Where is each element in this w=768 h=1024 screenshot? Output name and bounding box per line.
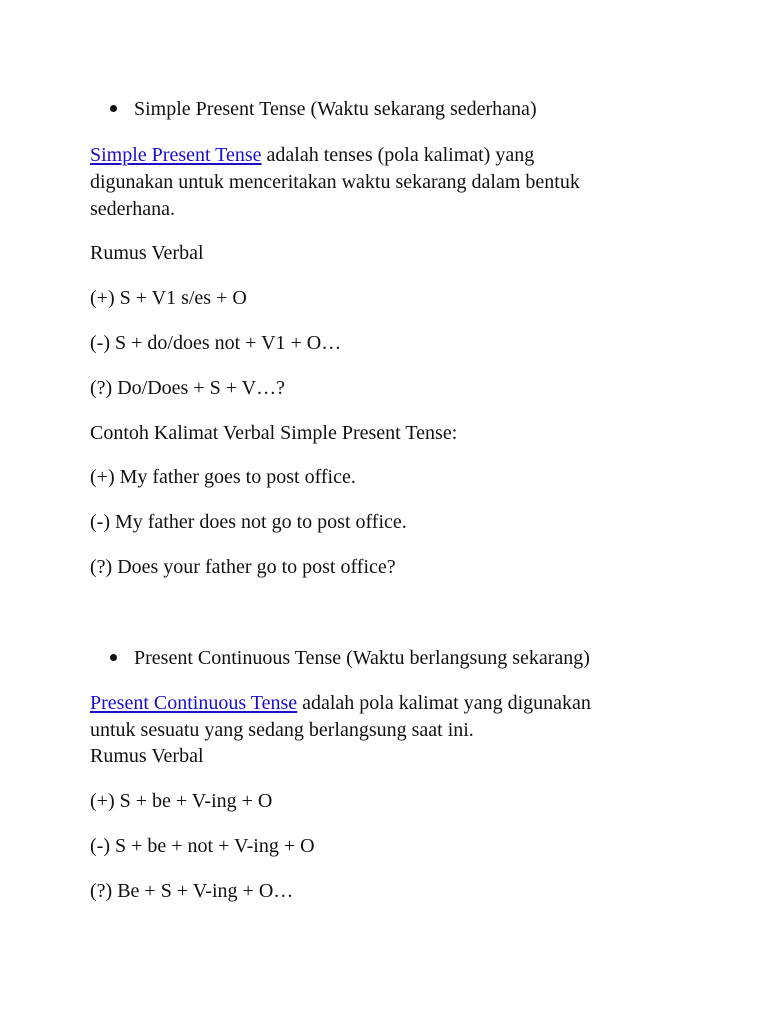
section1-example-title: Contoh Kalimat Verbal Simple Present Tense: — [90, 422, 458, 444]
section1-example-positive: (+) My father goes to post office. — [90, 466, 356, 488]
section1-intro-line1-rest: adalah tenses (pola kalimat) yang — [261, 144, 535, 166]
section1-formula-positive: (+) S + V1 s/es + O — [90, 287, 247, 309]
bullet-icon — [110, 105, 117, 112]
simple-present-tense-link[interactable]: Simple Present Tense — [90, 144, 262, 166]
section1-intro-line3: sederhana. — [90, 198, 175, 220]
section2-heading-text: Present Continuous Tense (Waktu berlangsung sekarang) — [134, 647, 590, 669]
section2-intro-line2: untuk sesuatu yang sedang berlangsung saat ini. — [90, 719, 474, 741]
bullet-icon — [110, 654, 117, 661]
section2-intro-line1-rest: adalah pola kalimat yang digunakan — [297, 692, 591, 714]
section2-heading — [110, 645, 590, 671]
section1-formula-title: Rumus Verbal — [90, 242, 204, 264]
section1-example-question: (?) Does your father go to post office? — [90, 556, 396, 578]
section1-intro-line2: digunakan untuk menceritakan waktu sekarang dalam bentuk — [90, 171, 580, 193]
section2-formula-negative: (-) S + be + not + V-ing + O — [90, 835, 315, 857]
section1-example-negative: (-) My father does not go to post office. — [90, 511, 407, 533]
section2-formula-title: Rumus Verbal — [90, 745, 204, 767]
section1-formula-negative: (-) S + do/does not + V1 + O… — [90, 332, 342, 354]
section1-formula-question: (?) Do/Does + S + V…? — [90, 377, 285, 399]
section2-formula-positive: (+) S + be + V-ing + O — [90, 790, 273, 812]
section2-formula-question: (?) Be + S + V-ing + O… — [90, 880, 294, 902]
section1-intro-line1 — [90, 142, 534, 168]
section1-heading — [110, 96, 537, 122]
section1-heading-text: Simple Present Tense (Waktu sekarang sederhana) — [134, 98, 537, 120]
section2-intro-line1 — [90, 690, 591, 716]
present-continuous-tense-link[interactable]: Present Continuous Tense — [90, 692, 298, 714]
